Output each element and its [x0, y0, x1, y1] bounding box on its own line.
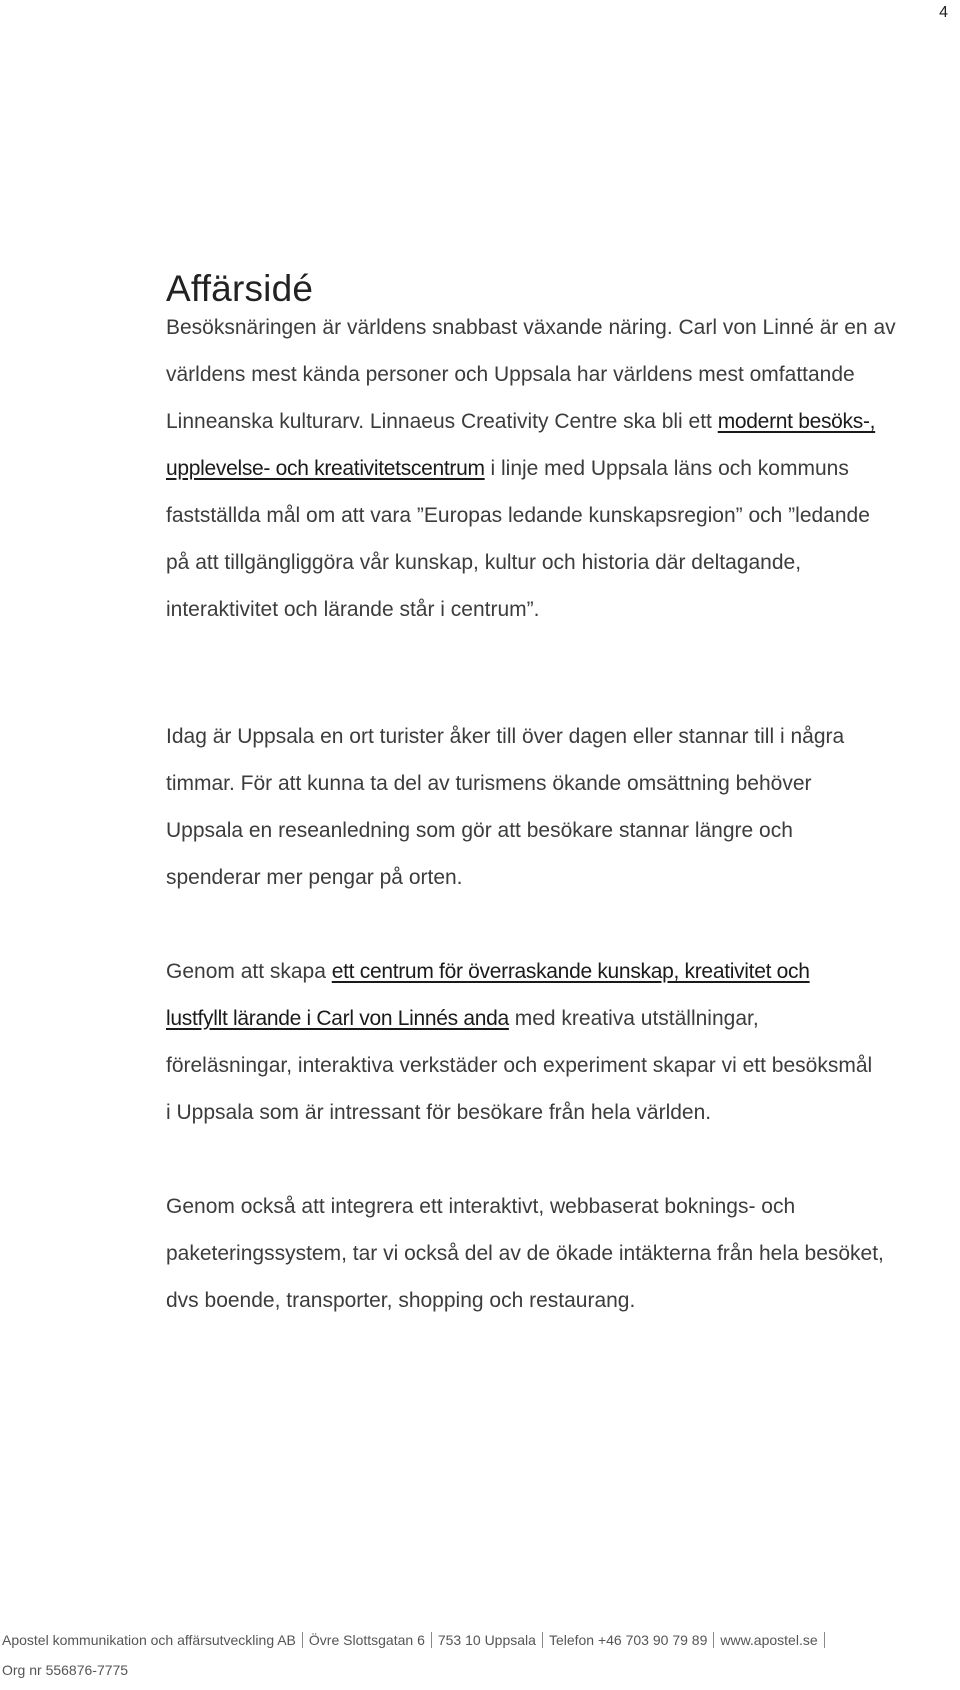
text-run: Idag är Uppsala en ort turister åker till över dagen eller stannar till i några [166, 725, 845, 748]
footer-postal: 753 10 Uppsala [432, 1632, 543, 1648]
text-line [166, 1042, 956, 1089]
text-run: Uppsala en reseanledning som gör att besökare stannar längre och [166, 819, 793, 842]
footer-org-number: Org nr 556876-7775 [2, 1662, 129, 1678]
text-run: timmar. För att kunna ta del av turismens ökande omsättning behöver [166, 772, 812, 795]
text-run: paketeringssystem, tar vi också del av de ökade intäkterna från hela besöket, [166, 1242, 884, 1265]
footer-website-link[interactable]: www.apostel.se [714, 1632, 824, 1648]
text-line [166, 351, 956, 398]
text-run: med kreativa utställningar, [508, 1007, 759, 1030]
section-heading: Affärsidé [166, 268, 314, 309]
text-line [166, 854, 956, 901]
emphasized-text: lustfyllt lärande i Carl von Linnés anda [166, 1007, 509, 1030]
text-run: Genom att skapa [166, 960, 332, 983]
text-run: i Uppsala som är intressant för besökare från hela världen. [166, 1101, 712, 1124]
paragraph-booking [166, 1183, 956, 1324]
text-line [166, 445, 956, 492]
text-run: föreläsningar, interaktiva verkstäder och experiment skapar vi ett besöksmål [166, 1054, 873, 1077]
text-line [166, 586, 956, 633]
text-line [166, 948, 956, 995]
text-line [166, 760, 956, 807]
footer-phone: Telefon +46 703 90 79 89 [543, 1632, 714, 1648]
text-run: Besöksnäringen är världens snabbast växande näring. Carl von Linné är en av [166, 316, 896, 339]
paragraph-centre [166, 948, 956, 1136]
text-line [166, 1183, 956, 1230]
text-run: världens mest kända personer och Uppsala har världens mest omfattande [166, 363, 855, 386]
text-line [166, 807, 956, 854]
text-line [166, 398, 956, 445]
paragraph-today [166, 713, 956, 901]
text-line [166, 304, 956, 351]
paragraph-intro [166, 304, 956, 633]
text-run: dvs boende, transporter, shopping och restaurang. [166, 1289, 636, 1312]
text-line [166, 492, 956, 539]
text-line [166, 713, 956, 760]
text-run: fastställda mål om att vara ”Europas ledande kunskapsregion” och ”ledande [166, 504, 870, 527]
text-line [166, 1089, 956, 1136]
emphasized-text: modernt besöks-, [717, 410, 876, 433]
text-line [166, 1230, 956, 1277]
text-run: på att tillgängliggöra vår kunskap, kultur och historia där deltagande, [166, 551, 802, 574]
emphasized-text: upplevelse- och kreativitetscentrum [166, 457, 485, 480]
text-run: interaktivitet och lärande står i centrum”. [166, 598, 540, 621]
emphasized-text: ett centrum för överraskande kunskap, kreativitet och [331, 960, 810, 983]
footer-company: Apostel kommunikation och affärsutveckling AB [2, 1632, 303, 1648]
footer-contact-row [0, 1632, 960, 1648]
text-run: i linje med Uppsala läns och kommuns [484, 457, 849, 480]
footer-address: Övre Slottsgatan 6 [303, 1632, 432, 1648]
text-run: Linneanska kulturarv. Linnaeus Creativity Centre ska bli ett [166, 410, 718, 433]
page-footer [0, 1632, 960, 1678]
text-line [166, 995, 956, 1042]
text-line [166, 1277, 956, 1324]
text-run: spenderar mer pengar på orten. [166, 866, 463, 889]
text-run: Genom också att integrera ett interaktivt, webbaserat boknings- och [166, 1195, 796, 1218]
page-number: 4 [939, 4, 948, 21]
text-line [166, 539, 956, 586]
